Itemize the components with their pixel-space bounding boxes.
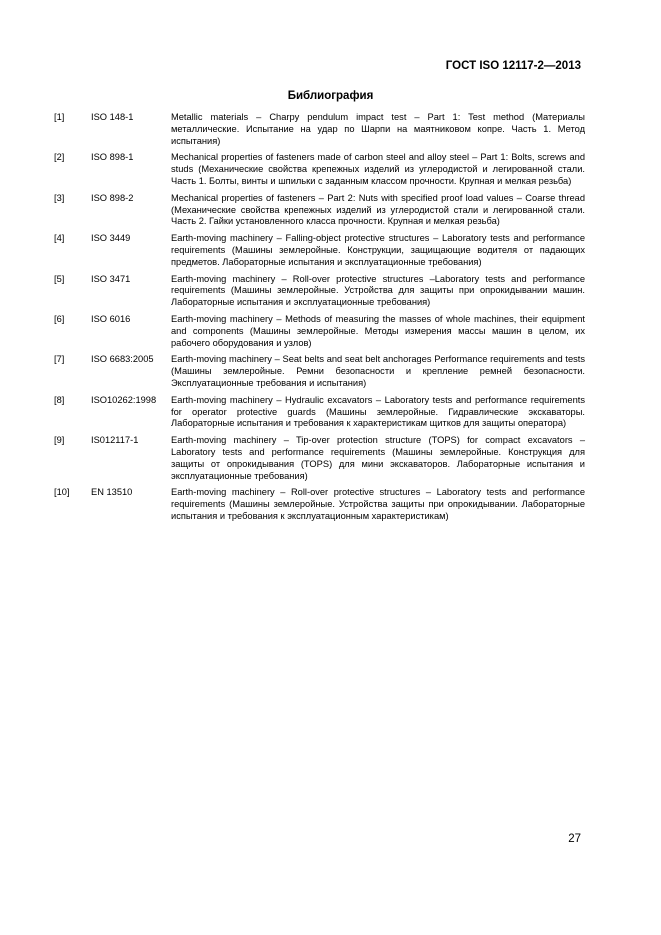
entry-standard-code: ISO 3471 xyxy=(91,273,131,284)
entry-standard-code: IS012117-1 xyxy=(91,435,139,446)
bibliography-entry-4 xyxy=(54,233,585,268)
entry-number: [5] xyxy=(54,273,65,284)
bibliography-entry-9 xyxy=(54,435,585,482)
page-number: 27 xyxy=(568,833,581,845)
entry-number: [10] xyxy=(54,487,70,498)
entry-description: Earth-moving machinery – Hydraulic excavators – Laboratory tests and performance requirements for operator protective guards (Машины землеройные. Гидравлические экскаваторы. Лабораторные испытания и требования к характеристикам щитков для защиты оператора) xyxy=(171,394,585,429)
bibliography-entry-5 xyxy=(54,274,585,309)
entry-description: Mechanical properties of fasteners made of carbon steel and alloy steel – Part 1: Bolts, screws and studs (Механические свойства крепежных изделий из углеродистой и легированной стали. Часть 1. Болты, винты и шпильки с заданным классом прочности. Крупная и мелкая резьба) xyxy=(171,152,585,186)
page-title: Библиография xyxy=(287,90,374,102)
bibliography-entry-8 xyxy=(54,395,585,430)
entry-description: Metallic materials – Charpy pendulum impact test – Part 1: Test method (Материалы металлические. Испытание на удар по Шарпи на маятниковом копре. Часть 1. Метод испытания) xyxy=(171,112,585,146)
entry-description: Earth-moving machinery – Roll-over protective structures – Laboratory tests and performance requirements (Машины землеройные. Устройства защиты при опрокидывании. Лабораторные испытания и требования к эксплуатационным характеристикам) xyxy=(171,487,585,521)
bibliography-entry-2 xyxy=(54,152,585,187)
entry-number: [1] xyxy=(54,112,65,122)
entry-number: [6] xyxy=(54,313,65,324)
bibliography-entry-10 xyxy=(54,487,585,522)
entry-description: Earth-moving machinery – Falling-object protective structures – Laboratory tests and performance requirements (Машины землеройные. Конструкции, защищающие водителя от падающих предметов. Лабораторные испытания и эксплуатационные требования) xyxy=(171,233,585,267)
bibliography-entry-7 xyxy=(54,354,585,389)
entry-standard-code: ISO 3449 xyxy=(91,233,131,244)
entry-description: Earth-moving machinery – Tip-over protection structure (TOPS) for compact excavators – Laboratory tests and performance requirements (Машины землеройные. Конструкция для защиты от опрокидывания (TOPS) для мини экскаваторов. Лабораторные испытания и эксплуатационные требования) xyxy=(171,435,585,481)
entry-number: [8] xyxy=(54,394,65,405)
entry-number: [9] xyxy=(54,435,65,446)
entry-standard-code: ISO 6016 xyxy=(91,313,131,324)
bibliography-list xyxy=(54,112,585,528)
entry-standard-code: ISO 148-1 xyxy=(91,112,134,122)
entry-standard-code: EN 13510 xyxy=(91,487,133,498)
entry-number: [2] xyxy=(54,152,65,163)
entry-standard-code: ISO 898-1 xyxy=(91,152,134,163)
entry-standard-code: ISO 6683:2005 xyxy=(91,354,154,365)
entry-number: [4] xyxy=(54,233,65,244)
entry-standard-code: ISO10262:1998 xyxy=(91,394,157,405)
entry-description: Earth-moving machinery – Seat belts and seat belt anchorages Performance requirements and tests (Машины землеройные. Ремни безопасности и крепление ремней безопасности. Эксплуатационные требования и испытания) xyxy=(171,354,585,388)
entry-description: Mechanical properties of fasteners – Part 2: Nuts with specified proof load values – Coarse thread (Механические свойства крепежных изделий из углеродистой стали и легированной стали. Часть 2. Гайки установленного класса прочности. Крупная и мелкая резьба) xyxy=(171,192,585,227)
entry-number: [7] xyxy=(54,354,65,365)
bibliography-entry-1 xyxy=(54,112,585,147)
entry-standard-code: ISO 898-2 xyxy=(91,192,134,203)
entry-description: Earth-moving machinery – Methods of measuring the masses of whole machines, their equipment and components (Машины землеройные. Методы измерения массы машин в целом, их рабочего оборудования и узлов) xyxy=(171,313,585,348)
bibliography-entry-6 xyxy=(54,314,585,349)
entry-number: [3] xyxy=(54,192,65,203)
document-header: ГОСТ ISO 12117-2—2013 xyxy=(445,60,581,72)
bibliography-entry-3 xyxy=(54,193,585,228)
entry-description: Earth-moving machinery – Roll-over protective structures –Laboratory tests and performance requirements (Машины землеройные. Устройства для защиты при опрокидывании машин. Лабораторные испытания и эксплуатационные требования) xyxy=(171,273,585,308)
